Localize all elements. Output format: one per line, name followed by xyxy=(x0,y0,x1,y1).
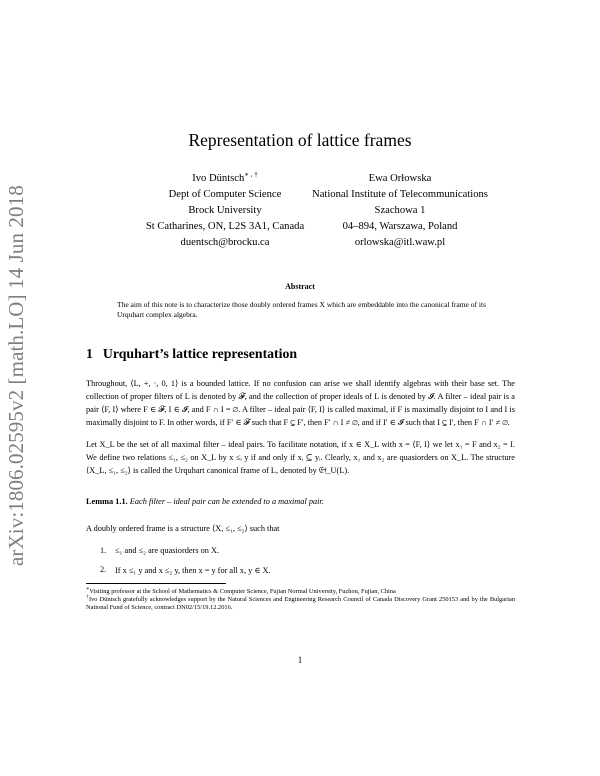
paper-title: Representation of lattice frames xyxy=(188,130,412,150)
body-paragraph: Let X_L be the set of all maximal filter – ideal pairs. To facilitate notation, if x ∈ X_L with x = ⟨F, I⟩ we let x₁ = F and x₂ = I. We define two relations ≤₁, ≤₂ on X_L by x ≤ᵢ y if and only if xᵢ ⊆ yᵢ. Clearly, x₁ and x₂ are quasiorders on X_L. The structure ⟨X_L, ≤₁, ≤₂⟩ is called the Urquhart canonical frame of L, denoted by 𝔈𝔣_U(L). xyxy=(86,440,515,475)
lemma-text: Each filter – ideal pair can be extended to a maximal pair. xyxy=(129,497,324,506)
footnote-text: Ivo Düntsch gratefully acknowledges support by the Natural Sciences and Engineering Research Council of Canada Discovery Grant 250153 and by the Bulgarian National Fund of Science, contract DN02/15/19.12.2016. xyxy=(86,596,516,612)
author-affiliation: Szachowa 1 xyxy=(374,205,426,216)
author-affiliation: Dept of Computer Science xyxy=(168,189,282,200)
body-paragraph: Throughout, ⟨L, +, ·, 0, 1⟩ is a bounded lattice. If no confusion can arise we shall identify algebras with their base set. The collection of proper filters of L is denoted by 𝓕, and the collection of proper ideals of L is denoted by 𝓘. A filter – ideal pair is a pair ⟨F, I⟩ where F ∈ 𝓕, I ∈ 𝓘, and F ∩ I = ∅. A filter – ideal pair ⟨F, I⟩ is called maximal, if F is maximally disjoint to I and I is maximally disjoint to F. In other words, if F′ ∈ 𝓕 such that F ⊊ F′, then F′ ∩ I ≠ ∅, and if I′ ∈ 𝓘 such that I ⊊ I′, then F ∩ I′ ≠ ∅. xyxy=(86,379,515,427)
author-email: duentsch@brocku.ca xyxy=(180,237,270,248)
author-affiliation: National Institute of Telecommunications xyxy=(312,189,488,200)
footnote-divider xyxy=(86,583,226,584)
section-title: Urquhart’s lattice representation xyxy=(102,346,298,361)
abstract-text: The aim of this note is to characterize those doubly ordered frames X which are embeddable into the canonical frame of its Urquhart complex algebra. xyxy=(117,300,486,319)
arxiv-identifier: arXiv:1806.02595v2 [math.LO] 14 Jun 2018 xyxy=(4,185,28,566)
author-affiliation: Brock University xyxy=(188,205,262,216)
footnote-mark: † xyxy=(86,595,89,600)
abstract-heading: Abstract xyxy=(285,282,315,291)
footnote-text: Visiting professor at the School of Mathematics & Computer Science, Fujian Normal University, Fuzhou, Fujian, China xyxy=(89,588,396,596)
author-name: Ewa Orłowska xyxy=(368,173,432,184)
body-paragraph: A doubly ordered frame is a structure ⟨X, ≤₁, ≤₂⟩ such that xyxy=(86,524,280,533)
list-item-text: If x ≤₁ y and x ≤₂ y, then x = y for all x, y ∈ X. xyxy=(115,566,271,575)
footnote xyxy=(86,594,515,612)
author-affiliation: 04–894, Warszawa, Poland xyxy=(342,221,458,232)
author-name-line xyxy=(275,171,525,187)
author-affiliation: St Catharines, ON, L2S 3A1, Canada xyxy=(145,221,305,232)
author-email: orlowska@itl.waw.pl xyxy=(354,237,446,248)
page-number: 1 xyxy=(297,655,303,665)
lemma xyxy=(86,495,515,508)
list-item xyxy=(100,546,515,565)
list-item-number: 2. xyxy=(100,565,107,574)
author-footnote-marks: ∗ , † xyxy=(244,170,258,179)
list-item xyxy=(100,565,515,584)
footnote-mark: ∗ xyxy=(86,587,90,592)
author-name: Ivo Düntsch xyxy=(192,173,245,184)
author-block-2 xyxy=(275,171,525,251)
list-item-number: 1. xyxy=(100,546,107,555)
section-heading xyxy=(86,346,297,362)
definition-list xyxy=(100,546,515,584)
section-number: 1 xyxy=(86,346,93,361)
list-item-text: ≤₁ and ≤₂ are quasiorders on X. xyxy=(115,546,220,555)
lemma-label: Lemma 1.1. xyxy=(86,497,128,506)
